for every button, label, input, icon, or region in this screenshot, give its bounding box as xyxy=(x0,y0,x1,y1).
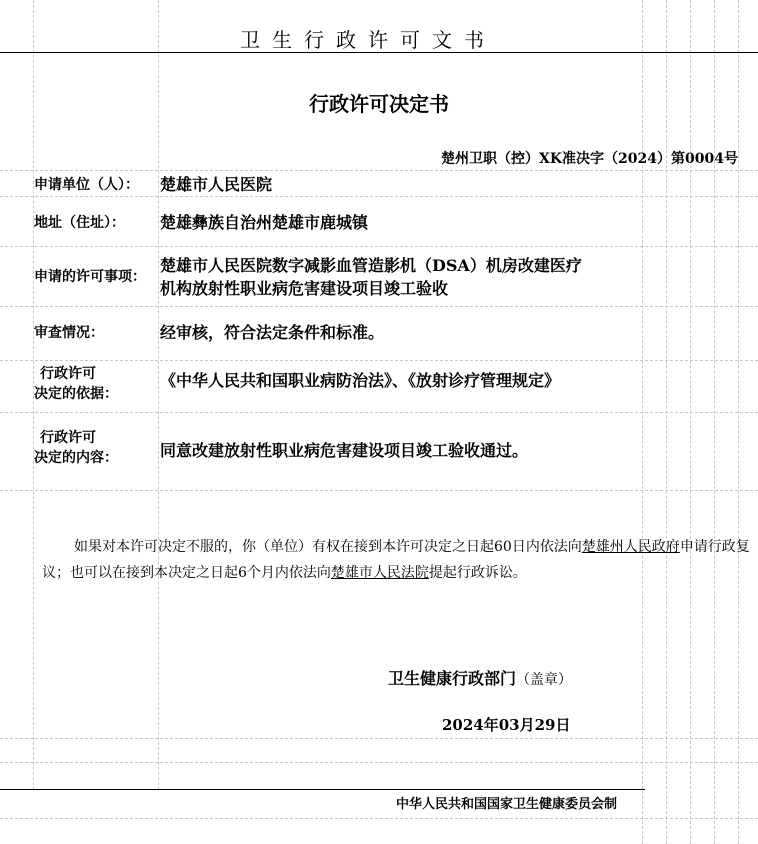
grid-line xyxy=(0,360,758,361)
notice-text: 申请行政复议；也可以在接到本决定之日起6个月内依法向 xyxy=(42,539,750,581)
grid-line xyxy=(714,0,715,844)
seal-note: （盖章） xyxy=(516,672,573,688)
permit-item-value-line1: 楚雄市人民医院数字减影血管造影机（DSA）机房改建医疗 xyxy=(160,256,582,275)
notice-text: 提起行政诉讼。 xyxy=(428,565,527,581)
notice-court: 楚雄市人民法院 xyxy=(330,565,429,581)
grid-line xyxy=(0,412,758,413)
appeal-notice xyxy=(42,534,758,586)
content-label-line2: 决定的内容： xyxy=(34,450,118,466)
basis-label-line2: 决定的依据： xyxy=(34,386,118,402)
header-title: 卫生行政许可文书 xyxy=(240,28,496,52)
content-value: 同意改建放射性职业病危害建设项目竣工验收通过。 xyxy=(160,441,529,460)
signature xyxy=(388,666,572,689)
basis-value: 《中华人民共和国职业病防治法》、《放射诊疗管理规定》 xyxy=(160,371,561,390)
grid-line xyxy=(0,490,758,491)
grid-line xyxy=(0,738,758,739)
document-number: 楚州卫职（控）XK准决字（2024）第0004号 xyxy=(441,151,738,167)
grid-line xyxy=(158,0,159,790)
address-label: 地址（住址）： xyxy=(34,215,125,231)
grid-line xyxy=(642,0,643,844)
grid-line xyxy=(0,306,758,307)
notice-authority: 楚雄州人民政府 xyxy=(581,539,680,555)
notice-text: 如果对本许可决定不服的，你（单位）有权在接到本许可决定之日起60日内依法向 xyxy=(74,539,582,555)
grid-line xyxy=(0,818,758,819)
address-value: 楚雄彝族自治州楚雄市鹿城镇 xyxy=(160,213,369,232)
content-label-line1: 行政许可 xyxy=(40,430,96,446)
permit-item-value-line2: 机构放射性职业病危害建设项目竣工验收 xyxy=(160,279,449,298)
applicant-label: 申请单位（人）： xyxy=(34,177,139,193)
grid-line xyxy=(0,196,758,197)
signature-dept: 卫生健康行政部门 xyxy=(388,669,517,688)
applicant-value: 楚雄市人民医院 xyxy=(160,175,273,194)
grid-line xyxy=(738,0,739,844)
basis-label-line1: 行政许可 xyxy=(40,366,96,382)
permit-item-label: 申请的许可事项： xyxy=(34,269,146,285)
grid-line xyxy=(0,246,758,247)
decision-date: 2024年03月29日 xyxy=(442,716,571,734)
grid-line xyxy=(0,170,758,171)
footer-rule xyxy=(0,789,645,790)
review-value: 经审核，符合法定条件和标准。 xyxy=(160,323,385,342)
footer-issuer: 中华人民共和国国家卫生健康委员会制 xyxy=(396,797,618,812)
grid-line xyxy=(666,0,667,844)
review-label: 审查情况： xyxy=(34,325,104,341)
grid-line xyxy=(0,762,758,763)
document-title: 行政许可决定书 xyxy=(309,92,449,116)
grid-line xyxy=(690,0,691,844)
